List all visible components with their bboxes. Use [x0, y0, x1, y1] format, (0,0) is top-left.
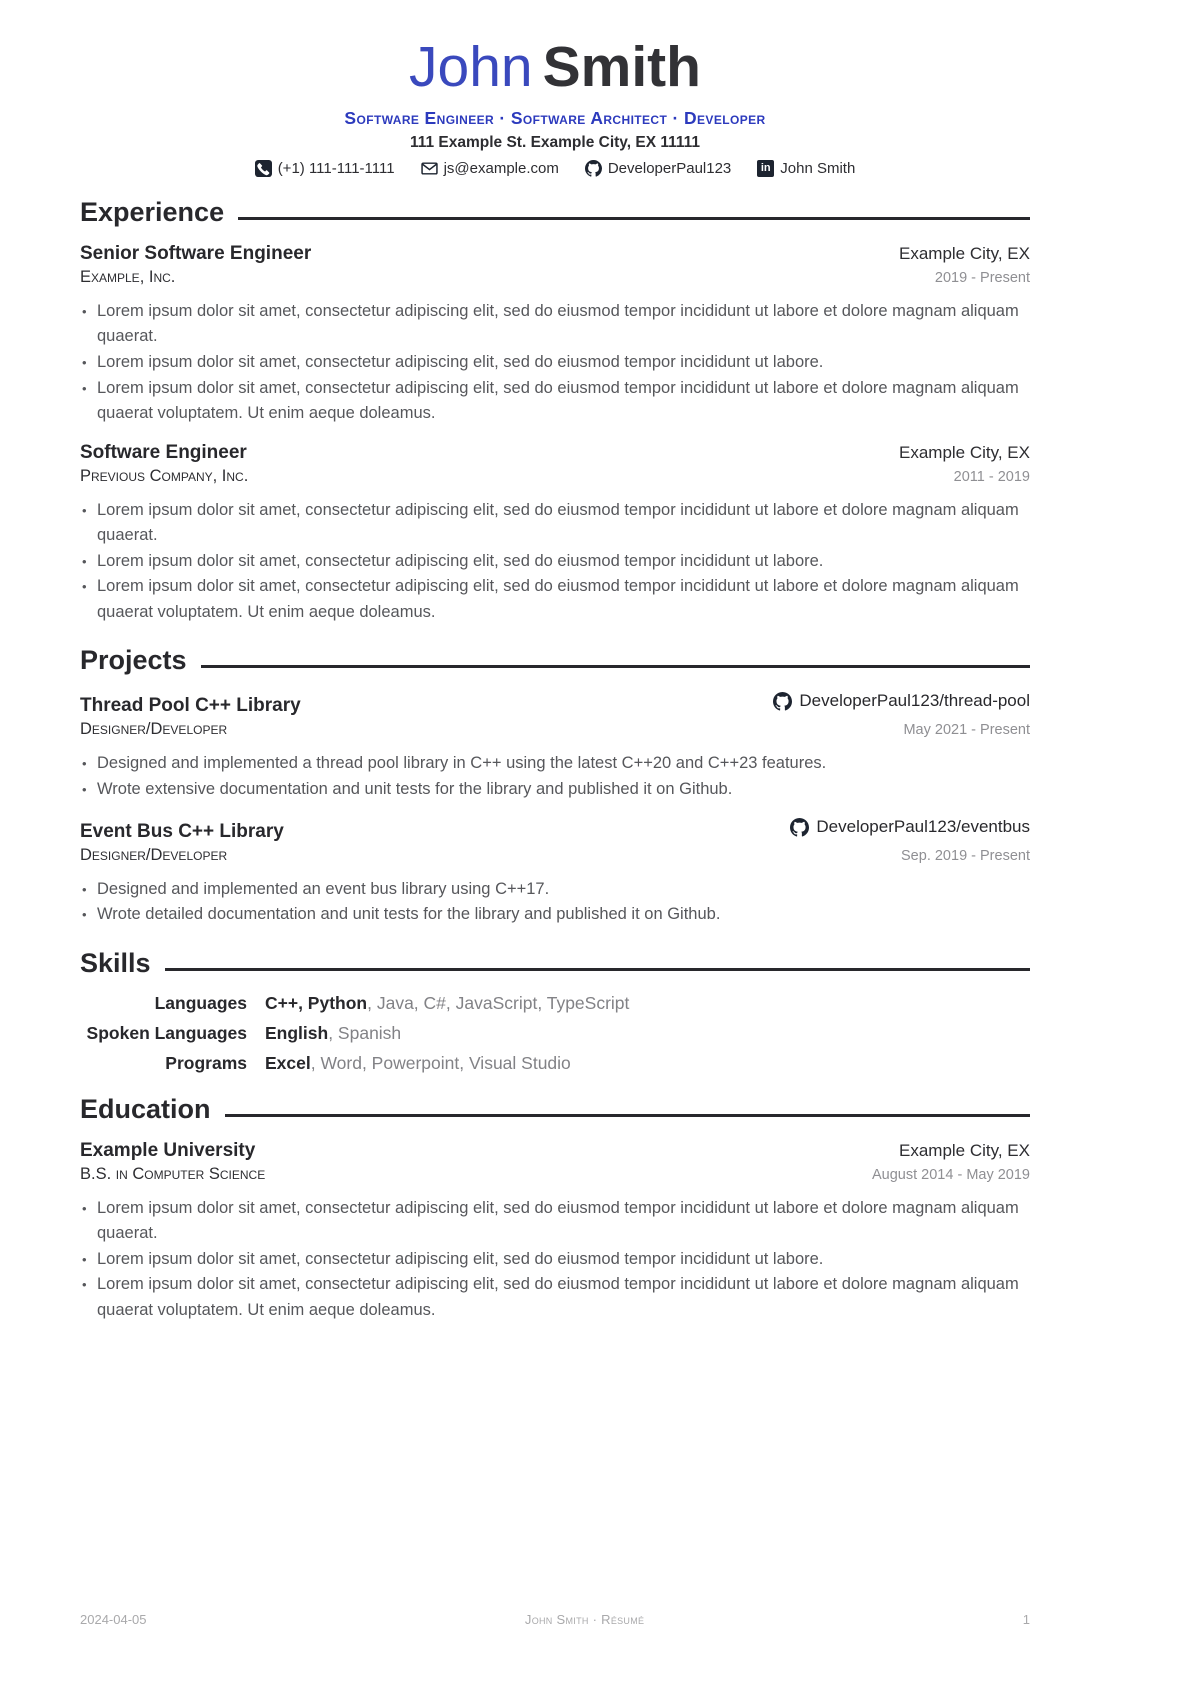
project-entry — [80, 691, 1030, 802]
skill-value-strong: C++, Python — [265, 992, 368, 1013]
repo-path: DeveloperPaul123/thread-pool — [799, 691, 1030, 711]
footer-date: 2024-04-05 — [80, 1612, 147, 1627]
education-entry — [80, 1140, 1030, 1324]
skill-label: Programs — [165, 1052, 247, 1073]
bullet-item: • Wrote detailed documentation and unit tests for the library and published it on Github. — [80, 902, 1030, 928]
skill-value — [265, 1053, 571, 1074]
address-line: 111 Example St. Example City, EX 11111 — [409, 133, 701, 151]
contact-row — [80, 160, 1030, 177]
bullet-item: • Lorem ipsum dolor sit amet, consectetur adipiscing elit, sed do eiusmod tempor incididunt ut labore. — [80, 549, 1030, 575]
email-contact[interactable] — [421, 160, 559, 177]
entry-dates: 2011 - 2019 — [953, 468, 1030, 485]
phone-icon — [255, 160, 272, 177]
bullet-item: • Lorem ipsum dolor sit amet, consectetur adipiscing elit, sed do eiusmod tempor incididunt ut labore. — [80, 350, 1030, 376]
skill-row — [80, 1023, 1030, 1044]
entry-dates: 2019 - Present — [934, 269, 1030, 286]
skill-value-strong: Excel — [265, 1052, 311, 1073]
footer-title: John Smith · Résumé — [524, 1612, 645, 1627]
project-name: Thread Pool C++ Library — [80, 694, 301, 716]
section-projects-header — [80, 645, 1030, 676]
linkedin-contact[interactable] — [757, 160, 855, 177]
project-role: Designer/Developer — [80, 719, 228, 738]
section-title: Skills — [80, 947, 151, 978]
section-title: Projects — [80, 645, 187, 676]
skill-value — [265, 993, 629, 1014]
skill-value-rest: , Word, Powerpoint, Visual Studio — [310, 1052, 571, 1073]
project-repo-link[interactable] — [790, 817, 1030, 837]
bullet-item: • Lorem ipsum dolor sit amet, consectetur adipiscing elit, sed do eiusmod tempor incididunt ut labore. — [80, 1247, 1030, 1273]
linkedin-name: John Smith — [780, 159, 856, 177]
project-repo-link[interactable] — [773, 691, 1030, 711]
section-rule — [238, 217, 1030, 220]
section-title: Education — [80, 1093, 211, 1124]
bullet-item: • Lorem ipsum dolor sit amet, consectetur adipiscing elit, sed do eiusmod tempor incididunt ut labore et dolore magnam aliquam quaerat. — [80, 299, 1030, 350]
first-name: John — [409, 35, 533, 99]
bullet-item: • Lorem ipsum dolor sit amet, consectetur adipiscing elit, sed do eiusmod tempor incididunt ut labore et dolore magnam aliquam quaerat voluptatem. Ut enim aeque doleamus. — [80, 574, 1030, 625]
github-contact[interactable] — [585, 160, 731, 177]
linkedin-icon: in — [757, 160, 774, 177]
repo-path: DeveloperPaul123/eventbus — [816, 817, 1030, 837]
entry-company: Previous Company, Inc. — [80, 466, 249, 485]
entry-location: Example City, EX — [898, 442, 1030, 462]
entry-location: Example City, EX — [898, 1140, 1030, 1160]
section-skills-header — [80, 948, 1030, 979]
github-icon — [790, 818, 809, 837]
entry-location: Example City, EX — [898, 243, 1030, 263]
section-title: Experience — [80, 196, 225, 227]
skill-value-rest: , Spanish — [328, 1022, 402, 1043]
school-name: Example University — [80, 1139, 256, 1161]
bullet-item: • Designed and implemented an event bus library using C++17. — [80, 877, 1030, 903]
skill-row — [80, 1053, 1030, 1074]
footer-page-number: 1 — [1022, 1612, 1030, 1627]
page-footer — [80, 1612, 1030, 1627]
entry-role: Senior Software Engineer — [80, 242, 312, 264]
bullet-item: • Wrote extensive documentation and unit tests for the library and published it on Github. — [80, 777, 1030, 803]
skills-table — [80, 993, 1030, 1074]
skill-value — [265, 1023, 401, 1044]
section-experience-header — [80, 197, 1030, 228]
bullet-item: • Lorem ipsum dolor sit amet, consectetur adipiscing elit, sed do eiusmod tempor incididunt ut labore et dolore magnam aliquam quaerat. — [80, 498, 1030, 549]
degree-name: B.S. in Computer Science — [80, 1164, 266, 1183]
email-address: js@example.com — [443, 159, 559, 177]
skill-value-strong: English — [265, 1022, 329, 1043]
github-icon — [585, 160, 602, 177]
project-entry — [80, 817, 1030, 928]
entry-dates: August 2014 - May 2019 — [872, 1166, 1030, 1183]
bullet-item: • Lorem ipsum dolor sit amet, consectetur adipiscing elit, sed do eiusmod tempor incididunt ut labore et dolore magnam aliquam quaerat voluptatem. Ut enim aeque doleamus. — [80, 1272, 1030, 1323]
entry-role: Software Engineer — [80, 441, 247, 463]
phone-number: (+1) 111-111-1111 — [277, 159, 395, 177]
experience-entry — [80, 442, 1030, 626]
skill-label: Languages — [154, 992, 247, 1013]
section-rule — [165, 968, 1030, 971]
resume-page — [80, 0, 1030, 1324]
skill-row — [80, 993, 1030, 1014]
project-name: Event Bus C++ Library — [80, 820, 284, 842]
last-name: Smith — [542, 35, 701, 99]
skill-value-rest: , Java, C#, JavaScript, TypeScript — [367, 992, 630, 1013]
full-name — [80, 35, 1030, 99]
bullet-item: • Lorem ipsum dolor sit amet, consectetur adipiscing elit, sed do eiusmod tempor incididunt ut labore et dolore magnam aliquam quaerat. — [80, 1196, 1030, 1247]
github-username: DeveloperPaul123 — [607, 159, 732, 177]
experience-entry — [80, 243, 1030, 427]
resume-header — [80, 0, 1030, 177]
entry-dates: May 2021 - Present — [903, 721, 1030, 738]
bullet-item: • Designed and implemented a thread pool library in C++ using the latest C++20 and C++23 features. — [80, 751, 1030, 777]
section-rule — [225, 1114, 1030, 1117]
project-role: Designer/Developer — [80, 845, 228, 864]
job-titles: Software Engineer · Software Architect · Developer — [344, 107, 766, 128]
email-icon — [421, 160, 438, 177]
section-rule — [201, 665, 1030, 668]
skill-label: Spoken Languages — [86, 1022, 247, 1043]
bullet-item: • Lorem ipsum dolor sit amet, consectetur adipiscing elit, sed do eiusmod tempor incididunt ut labore et dolore magnam aliquam quaerat voluptatem. Ut enim aeque doleamus. — [80, 376, 1030, 427]
github-icon — [773, 692, 792, 711]
section-education-header — [80, 1094, 1030, 1125]
entry-dates: Sep. 2019 - Present — [901, 847, 1030, 864]
entry-company: Example, Inc. — [80, 267, 176, 286]
phone-contact[interactable] — [255, 160, 395, 177]
